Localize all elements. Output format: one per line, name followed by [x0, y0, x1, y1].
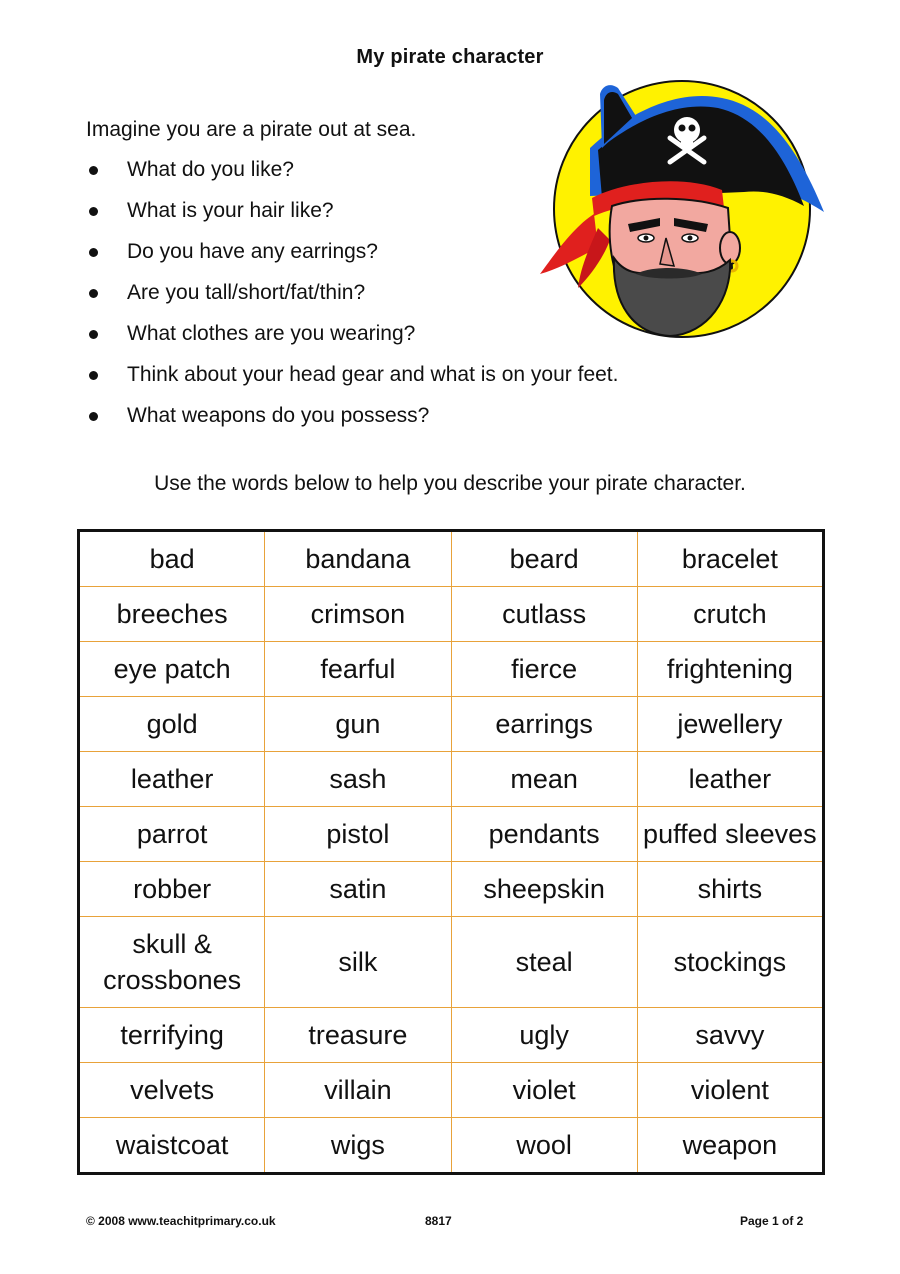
- word-cell: leather: [637, 752, 823, 807]
- question-text: Think about your head gear and what is on your feet.: [127, 363, 619, 386]
- word-cell: breeches: [79, 587, 265, 642]
- word-cell: savvy: [637, 1008, 823, 1063]
- word-cell: cutlass: [451, 587, 637, 642]
- word-cell: skull & crossbones: [79, 917, 265, 1008]
- question-text: What do you like?: [127, 158, 294, 181]
- question-text: What clothes are you wearing?: [127, 322, 416, 345]
- word-cell: jewellery: [637, 697, 823, 752]
- word-cell: crimson: [265, 587, 451, 642]
- question-text: Are you tall/short/fat/thin?: [127, 281, 366, 304]
- word-cell: ugly: [451, 1008, 637, 1063]
- word-cell: frightening: [637, 642, 823, 697]
- table-row: [79, 752, 824, 807]
- bullet-icon: [89, 248, 98, 257]
- word-cell: shirts: [637, 862, 823, 917]
- table-row: [79, 862, 824, 917]
- table-row: [79, 531, 824, 587]
- bullet-icon: [89, 166, 98, 175]
- word-cell: bracelet: [637, 531, 823, 587]
- table-row: [79, 917, 824, 1008]
- bullet-icon: [89, 289, 98, 298]
- word-cell: silk: [265, 917, 451, 1008]
- instruction-text: Use the words below to help you describe your pirate character.: [154, 472, 746, 495]
- table-row: [79, 697, 824, 752]
- list-item: [86, 404, 618, 445]
- intro-text: Imagine you are a pirate out at sea.: [86, 118, 417, 141]
- word-cell: wool: [451, 1118, 637, 1174]
- question-text: Do you have any earrings?: [127, 240, 378, 263]
- word-cell: pendants: [451, 807, 637, 862]
- question-text: What weapons do you possess?: [127, 404, 430, 427]
- bullet-icon: [89, 412, 98, 421]
- table-row: [79, 1118, 824, 1174]
- bullet-icon: [89, 207, 98, 216]
- word-cell: earrings: [451, 697, 637, 752]
- word-cell: bandana: [265, 531, 451, 587]
- word-cell: puffed sleeves: [637, 807, 823, 862]
- word-cell: fearful: [265, 642, 451, 697]
- word-cell: velvets: [79, 1063, 265, 1118]
- footer-page-number: Page 1 of 2: [740, 1214, 804, 1228]
- word-cell: waistcoat: [79, 1118, 265, 1174]
- footer-copyright: © 2008 www.teachitprimary.co.uk: [86, 1214, 276, 1228]
- word-cell: sash: [265, 752, 451, 807]
- word-cell: robber: [79, 862, 265, 917]
- word-cell: stockings: [637, 917, 823, 1008]
- word-cell: bad: [79, 531, 265, 587]
- table-row: [79, 1008, 824, 1063]
- word-cell: fierce: [451, 642, 637, 697]
- word-cell: steal: [451, 917, 637, 1008]
- question-text: What is your hair like?: [127, 199, 334, 222]
- word-cell: terrifying: [79, 1008, 265, 1063]
- list-item: [86, 363, 618, 404]
- word-cell: satin: [265, 862, 451, 917]
- bullet-icon: [89, 371, 98, 380]
- word-cell: gold: [79, 697, 265, 752]
- table-row: [79, 642, 824, 697]
- bullet-icon: [89, 330, 98, 339]
- page-title: My pirate character: [356, 46, 544, 68]
- word-cell: treasure: [265, 1008, 451, 1063]
- table-row: [79, 807, 824, 862]
- word-cell: sheepskin: [451, 862, 637, 917]
- word-cell: gun: [265, 697, 451, 752]
- table-row: [79, 587, 824, 642]
- pirate-head-icon: [532, 78, 828, 340]
- word-cell: parrot: [79, 807, 265, 862]
- footer-code: 8817: [425, 1214, 452, 1228]
- word-cell: villain: [265, 1063, 451, 1118]
- word-cell: mean: [451, 752, 637, 807]
- word-cell: beard: [451, 531, 637, 587]
- word-cell: weapon: [637, 1118, 823, 1174]
- word-cell: pistol: [265, 807, 451, 862]
- word-table: [77, 529, 825, 1175]
- word-cell: crutch: [637, 587, 823, 642]
- word-cell: leather: [79, 752, 265, 807]
- word-cell: violent: [637, 1063, 823, 1118]
- table-row: [79, 1063, 824, 1118]
- word-cell: wigs: [265, 1118, 451, 1174]
- word-cell: violet: [451, 1063, 637, 1118]
- word-cell: eye patch: [79, 642, 265, 697]
